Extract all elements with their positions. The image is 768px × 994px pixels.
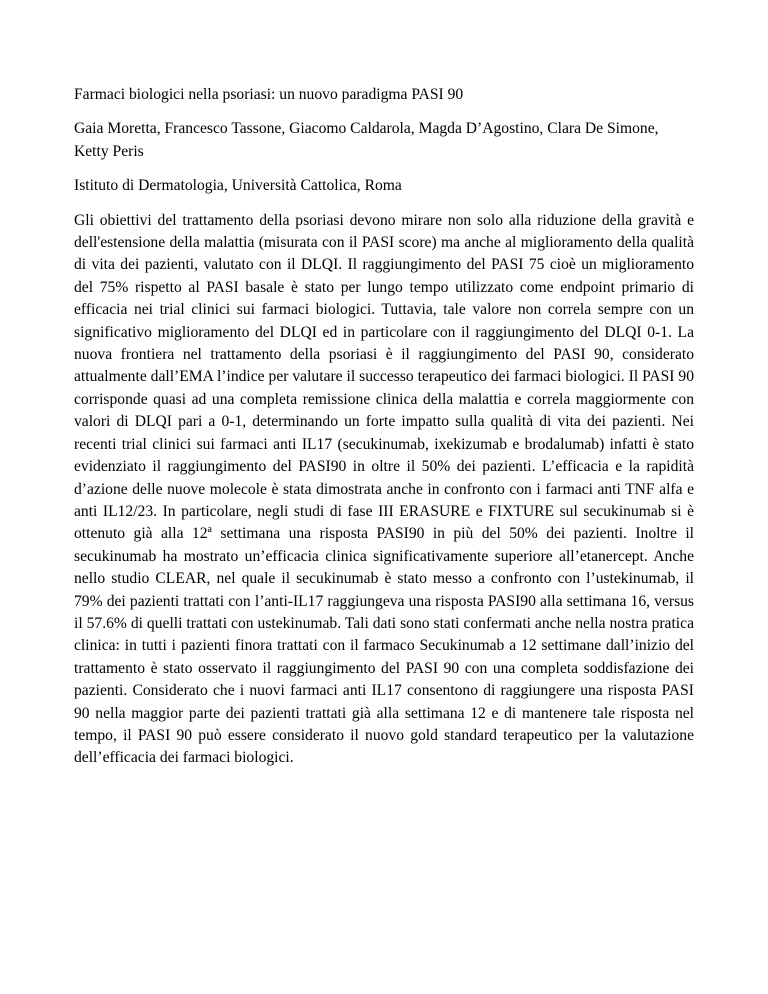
- abstract-text-part1: Gli obiettivi del trattamento della psoriasi devono mirare non solo alla riduzione della gravità e dell'estensione della malattia (misurata con il PASI score) ma anche al miglioramento della qualità di vita dei pazienti, valutato con il DLQI. Il raggiungimento del PASI 75 cioè un miglioramento del 75% rispetto al PASI basale è stato per lungo tempo utilizzato come endpoint primario di efficacia nei trial clinici sui farmaci biologici. Tuttavia, tale valore non correla sempre con un significativo miglioramento del DLQI ed in particolare con il raggiungimento del DLQI 0-1. La nuova frontiera nel trattamento della psoriasi è il raggiungimento del PASI 90, considerato attualmente dall’EMA l’indice per valutare il successo terapeutico dei farmaci biologici. Il PASI 90 corrisponde quasi ad una completa remissione clinica della malattia e correla maggiormente con valori di DLQI pari a 0-1, determinando un forte impatto sulla qualità di vita dei pazienti. Nei recenti trial clinici sui farmaci anti IL17 (secukinumab, ixekizumab e brodalumab) infatti è stato evidenziato il raggiungimento del PASI90 in oltre il 50% dei pazienti. L’efficacia e la rapidità d’azione delle nuove molecole è stata dimostrata anche in confronto con i farmaci anti TNF alfa e anti IL12/23. In particolare, negli studi di fase III ERASURE e FIXTURE sul secukinumab si è ottenuto già alla 12: [74, 211, 694, 543]
- abstract-body: [74, 210, 694, 770]
- author-list: Gaia Moretta, Francesco Tassone, Giacomo Caldarola, Magda D’Agostino, Clara De Simone, Ketty Peris: [74, 120, 659, 160]
- document-title: Farmaci biologici nella psoriasi: un nuovo paradigma PASI 90: [74, 86, 464, 103]
- affiliation: Istituto di Dermatologia, Università Cattolica, Roma: [74, 177, 402, 195]
- ordinal-superscript: a: [207, 524, 212, 536]
- document-page: [74, 84, 694, 770]
- abstract-text-part2: settimana una risposta PASI90 in più del 50% dei pazienti. Inoltre il secukinumab ha mostrato un’efficacia clinica significativamente superiore all’etanercept. Anche nello studio CLEAR, nel quale il secukinumab è stato messo a confronto con l’ustekinumab, il 79% dei pazienti trattati con l’anti-IL17 raggiungeva una risposta PASI90 alla settimana 16, versus il 57.6% di quelli trattati con ustekinumab. Tali dati sono stati confermati anche nella nostra pratica clinica: in tutti i pazienti finora trattati con il farmaco Secukinumab a 12 settimane dall’inizio del trattamento è stato osservato il raggiungimento del PASI 90 con una completa soddisfazione dei pazienti. Considerato che i nuovi farmaci anti IL17 consentono di raggiungere una risposta PASI 90 nella maggior parte dei pazienti trattati già alla settimana 12 e di mantenere tale risposta nel tempo, il PASI 90 può essere considerato il nuovo gold standard terapeutico per la valutazione dell’efficacia dei farmaci biologici.: [74, 525, 695, 767]
